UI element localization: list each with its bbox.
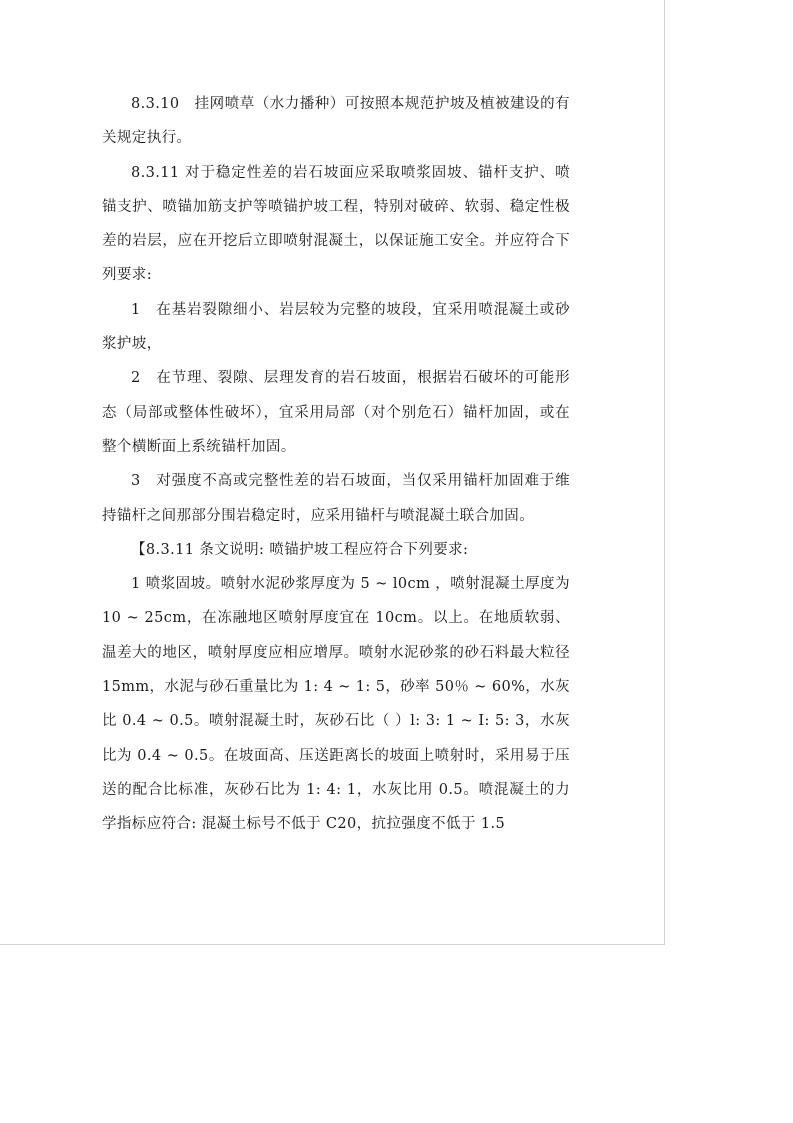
body-text [102,87,570,842]
clause-8-3-10: 8.3.10 挂网喷草（水力播种）可按照本规范护坡及植被建设的有关规定执行。 [102,96,570,147]
clause-8-3-11-explanation-heading: 【8.3.11 条文说明: 喷锚护坡工程应符合下列要求: [131,541,469,558]
clause-8-3-11-item-2: 2 在节理、裂隙、层理发育的岩石坡面，根据岩石破坏的可能形态（局部或整体性破坏），宜采用局部（对个别危石）锚杆加固，或在整个横断面上系统锚杆加固。 [102,370,570,455]
clause-8-3-11: 8.3.11 对于稳定性差的岩石坡面应采取喷浆固坡、锚杆支护、喷锚支护、喷锚加筋支护等喷锚护坡工程，特别对破碎、软弱、稳定性极差的岩层，应在开挖后立即喷射混凝土，以保证施工安全。并应符合下列要求: [102,164,570,284]
clause-8-3-11-item-3: 3 对强度不高或完整性差的岩石坡面，当仅采用锚杆加固难于维持锚杆之间那部分围岩稳定时，应采用锚杆与喷混凝土联合加固。 [102,473,570,524]
clause-8-3-11-explanation-item-1: 1 喷浆固坡。喷射水泥砂浆厚度为 5 ~ l0cm ，喷射混凝土厚度为 10 ~ 25cm，在冻融地区喷射厚度宜在 10cm。以上。在地质软弱、温差大的地区，喷射厚度应相应增厚。喷射水泥砂浆的砂石料最大粒径 15mm，水泥与砂石重量比为 1: 4 ~ 1: 5，砂率 50％ ~ 60%，水灰比 0.4 ~ 0.5。喷射混凝土时，灰砂石比（ ）l: 3: 1 ~ I: 5: 3，水灰比为 0.4 ~ 0.5。在坡面高、压送距离长的坡面上喷射时，采用易于压送的配合比标准，灰砂石比为 1: 4: 1，水灰比用 0.5。喷混凝土的力学指标应符合: 混凝土标号不低于 C20，抗拉强度不低于 1.5 [102,576,570,833]
clause-8-3-11-item-1: 1 在基岩裂隙细小、岩层较为完整的坡段，宜采用喷混凝土或砂浆护坡， [102,301,570,353]
